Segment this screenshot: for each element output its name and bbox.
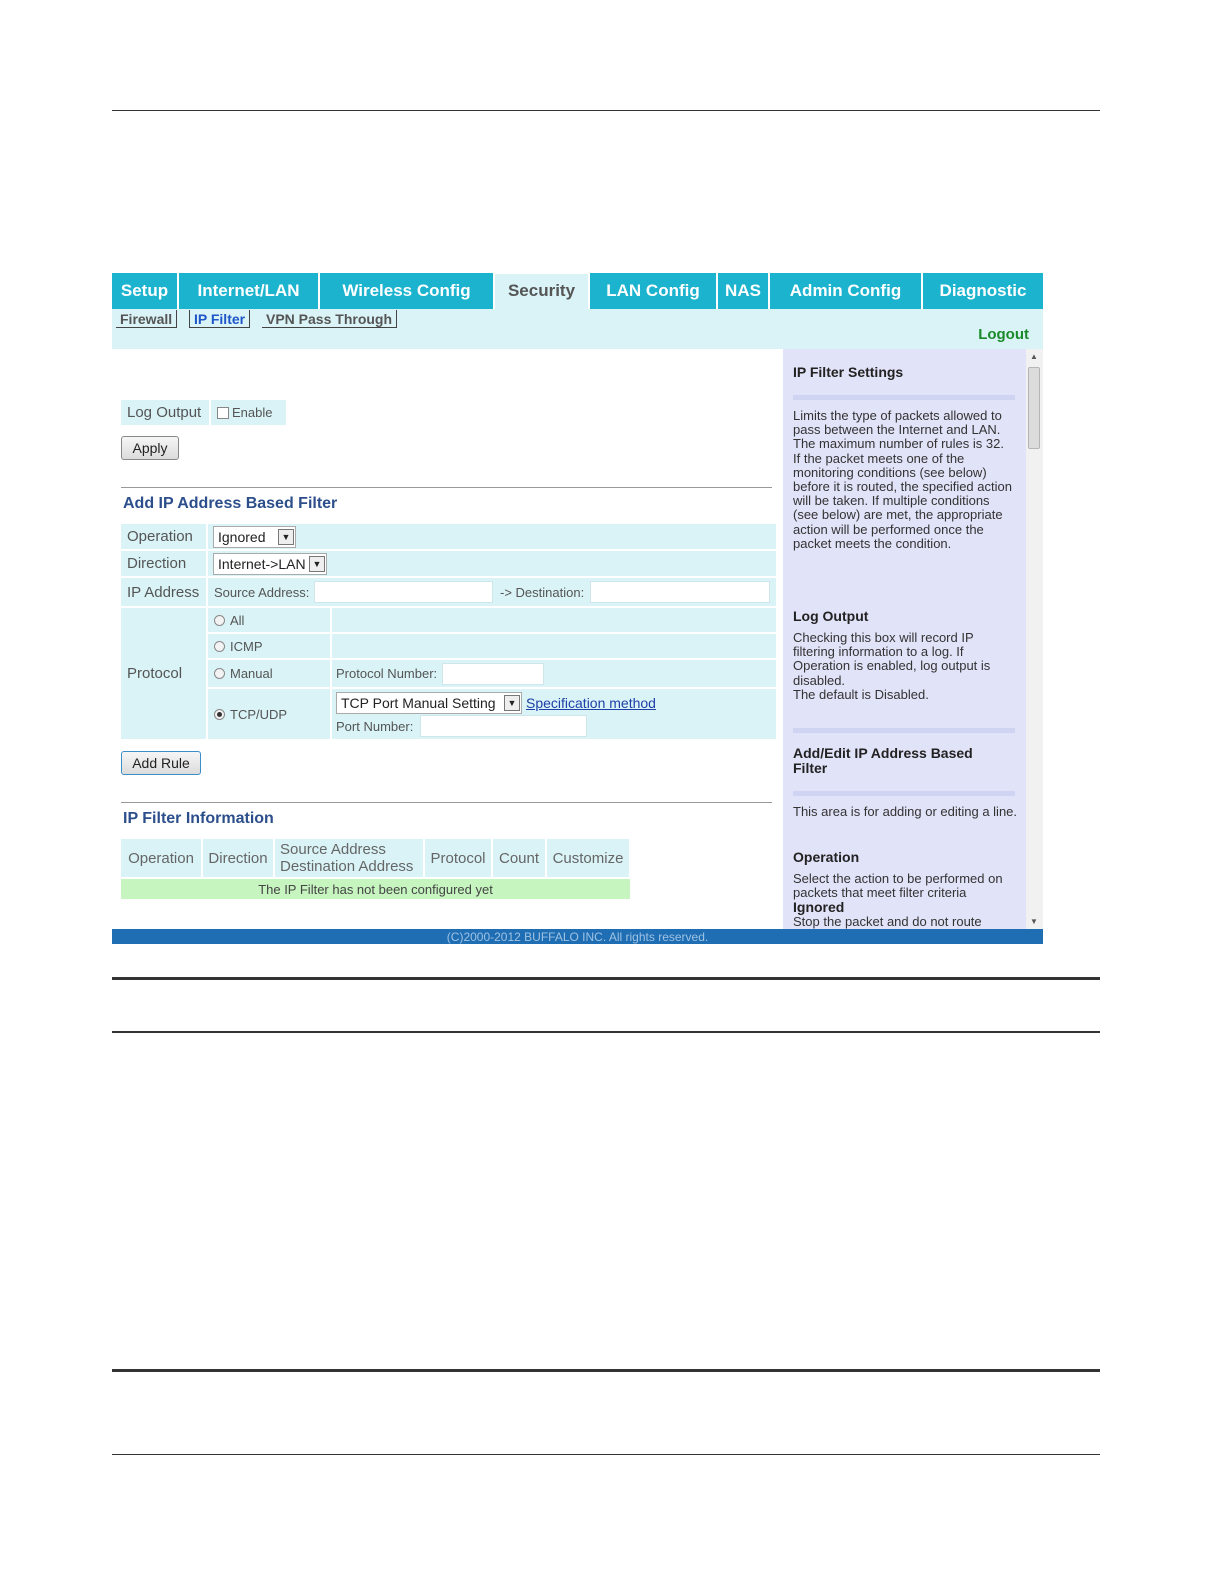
specification-method-link[interactable]: Specification method (526, 695, 656, 711)
log-output-enable[interactable] (211, 400, 286, 425)
help-condition: If the packet meets one of the monitoring conditions (see below) before it is routed, the specified action will be taken. If multiple conditions (see below) are met, the appropriate action will be performed once the packet meets the condition. (793, 450, 1012, 551)
tab-wireless-config[interactable]: Wireless Config (320, 273, 493, 309)
tab-security[interactable]: Security (495, 274, 588, 310)
radio-all[interactable] (214, 615, 225, 626)
port-number-label: Port Number: (336, 718, 414, 734)
radio-manual[interactable] (214, 668, 225, 679)
log-output-checkbox[interactable] (217, 407, 229, 419)
col-count: Count (493, 839, 545, 877)
protocol-number-row (332, 660, 776, 687)
help-intro-text: Limits the type of packets allowed to pass between the Internet and LAN. (793, 408, 1002, 438)
protocol-tcpudp-option[interactable] (208, 689, 330, 739)
ip-filter-table (121, 839, 631, 901)
footer: (C)2000-2012 BUFFALO INC. All rights reserved. (112, 929, 1043, 944)
protocol-all-option[interactable] (208, 608, 330, 632)
tab-internet-lan[interactable]: Internet/LAN (179, 273, 318, 309)
radio-icmp[interactable] (214, 641, 225, 652)
help-log-desc: Checking this box will record IP filtering information to a log. If Operation is enabled, log output is disabled. (793, 630, 991, 688)
log-output-label: Log Output (121, 400, 209, 425)
destination-address-label: -> Destination: (500, 584, 585, 600)
tab-admin-config[interactable]: Admin Config (770, 273, 921, 309)
col-protocol: Protocol (425, 839, 491, 877)
help-title: IP Filter Settings (793, 364, 904, 380)
page-rule-bottom (112, 1454, 1100, 1455)
section-divider-2 (121, 802, 772, 803)
ip-address-label: IP Address (121, 578, 206, 606)
port-number-input[interactable] (420, 715, 587, 737)
add-rule-button[interactable]: Add Rule (121, 751, 201, 775)
col-direction: Direction (203, 839, 273, 877)
tab-setup[interactable]: Setup (112, 273, 177, 309)
page-rule-top (112, 110, 1100, 111)
scroll-thumb[interactable] (1028, 367, 1040, 449)
help-operation-title: Operation (793, 849, 860, 865)
scroll-down-icon[interactable]: ▼ (1030, 917, 1038, 926)
empty-table-message: The IP Filter has not been configured yet (121, 879, 630, 899)
protocol-icmp-label: ICMP (230, 638, 263, 654)
help-addedit-text: This area is for adding or editing a line. (793, 804, 1018, 819)
log-output-enable-label: Enable (232, 405, 273, 420)
direction-label: Direction (121, 551, 206, 576)
tab-lan-config[interactable]: LAN Config (590, 273, 716, 309)
subtab-vpn-pass-through[interactable]: VPN Pass Through (262, 310, 397, 328)
page-rule-2 (112, 1031, 1100, 1033)
help-max-rules: The maximum number of rules is 32. (793, 436, 1004, 452)
help-ignored-text: Stop the packet and do not route (793, 913, 982, 929)
help-operation-text (793, 872, 1018, 929)
col-source-address: Source Address (280, 841, 386, 858)
tab-diagnostic[interactable]: Diagnostic (923, 273, 1043, 309)
operation-select[interactable] (213, 526, 296, 548)
help-log-text (793, 631, 1018, 702)
help-ignored-title: Ignored (793, 899, 845, 916)
help-panel (783, 349, 1026, 929)
help-log-title: Log Output (793, 608, 869, 624)
protocol-label: Protocol (121, 608, 206, 739)
help-operation-desc: Select the action to be performed on packets that meet filter criteria (793, 871, 1003, 901)
apply-button[interactable]: Apply (121, 436, 179, 460)
protocol-manual-label: Manual (230, 666, 273, 681)
help-addedit-title: Add/Edit IP Address Based Filter (793, 745, 973, 776)
protocol-number-label: Protocol Number: (336, 666, 438, 681)
chevron-down-icon[interactable]: ▼ (278, 529, 294, 545)
tcp-port-setting-value: TCP Port Manual Setting (341, 695, 496, 711)
page-rule-3 (112, 1369, 1100, 1372)
chevron-down-icon[interactable]: ▼ (309, 556, 325, 572)
col-customize: Customize (547, 839, 629, 877)
col-source-destination (275, 839, 423, 877)
radio-tcpudp[interactable] (214, 709, 225, 720)
direction-select[interactable] (213, 553, 327, 575)
chevron-down-icon[interactable]: ▼ (504, 695, 520, 711)
ip-filter-info-heading: IP Filter Information (123, 810, 274, 827)
direction-select-value: Internet->LAN (218, 556, 306, 572)
col-operation: Operation (121, 839, 201, 877)
subtab-ip-filter[interactable]: IP Filter (189, 310, 250, 328)
tcp-port-setting-select[interactable] (336, 692, 522, 714)
logout-link[interactable]: Logout (978, 326, 1029, 343)
protocol-tcpudp-label: TCP/UDP (230, 706, 288, 722)
page-rule-1 (112, 977, 1100, 980)
help-divider-1 (793, 395, 1015, 400)
subtab-firewall[interactable]: Firewall (116, 310, 177, 328)
scroll-up-icon[interactable]: ▲ (1030, 352, 1038, 361)
help-intro (793, 409, 1018, 551)
col-destination-address: Destination Address (280, 858, 414, 875)
help-divider-2 (793, 728, 1015, 733)
protocol-all-spacer (332, 608, 776, 632)
operation-select-value: Ignored (218, 529, 266, 545)
destination-address-input[interactable] (590, 581, 770, 603)
protocol-number-input[interactable] (442, 663, 544, 685)
sub-tab-bar (112, 309, 1043, 349)
main-content (112, 349, 782, 929)
protocol-icmp-spacer (332, 634, 776, 658)
add-filter-heading: Add IP Address Based Filter (123, 495, 338, 512)
protocol-icmp-option[interactable] (208, 634, 330, 658)
help-divider-3 (793, 791, 1015, 796)
protocol-all-label: All (230, 612, 245, 628)
main-tab-bar (112, 271, 1043, 309)
operation-label: Operation (121, 524, 206, 549)
tab-nas[interactable]: NAS (718, 273, 768, 309)
source-address-label: Source Address: (214, 584, 310, 600)
protocol-manual-option[interactable] (208, 660, 330, 687)
help-scrollbar[interactable] (1026, 349, 1043, 929)
source-address-input[interactable] (314, 581, 493, 603)
router-screenshot (112, 271, 1043, 944)
section-divider-1 (121, 487, 772, 488)
help-log-default: The default is Disabled. (793, 686, 929, 702)
